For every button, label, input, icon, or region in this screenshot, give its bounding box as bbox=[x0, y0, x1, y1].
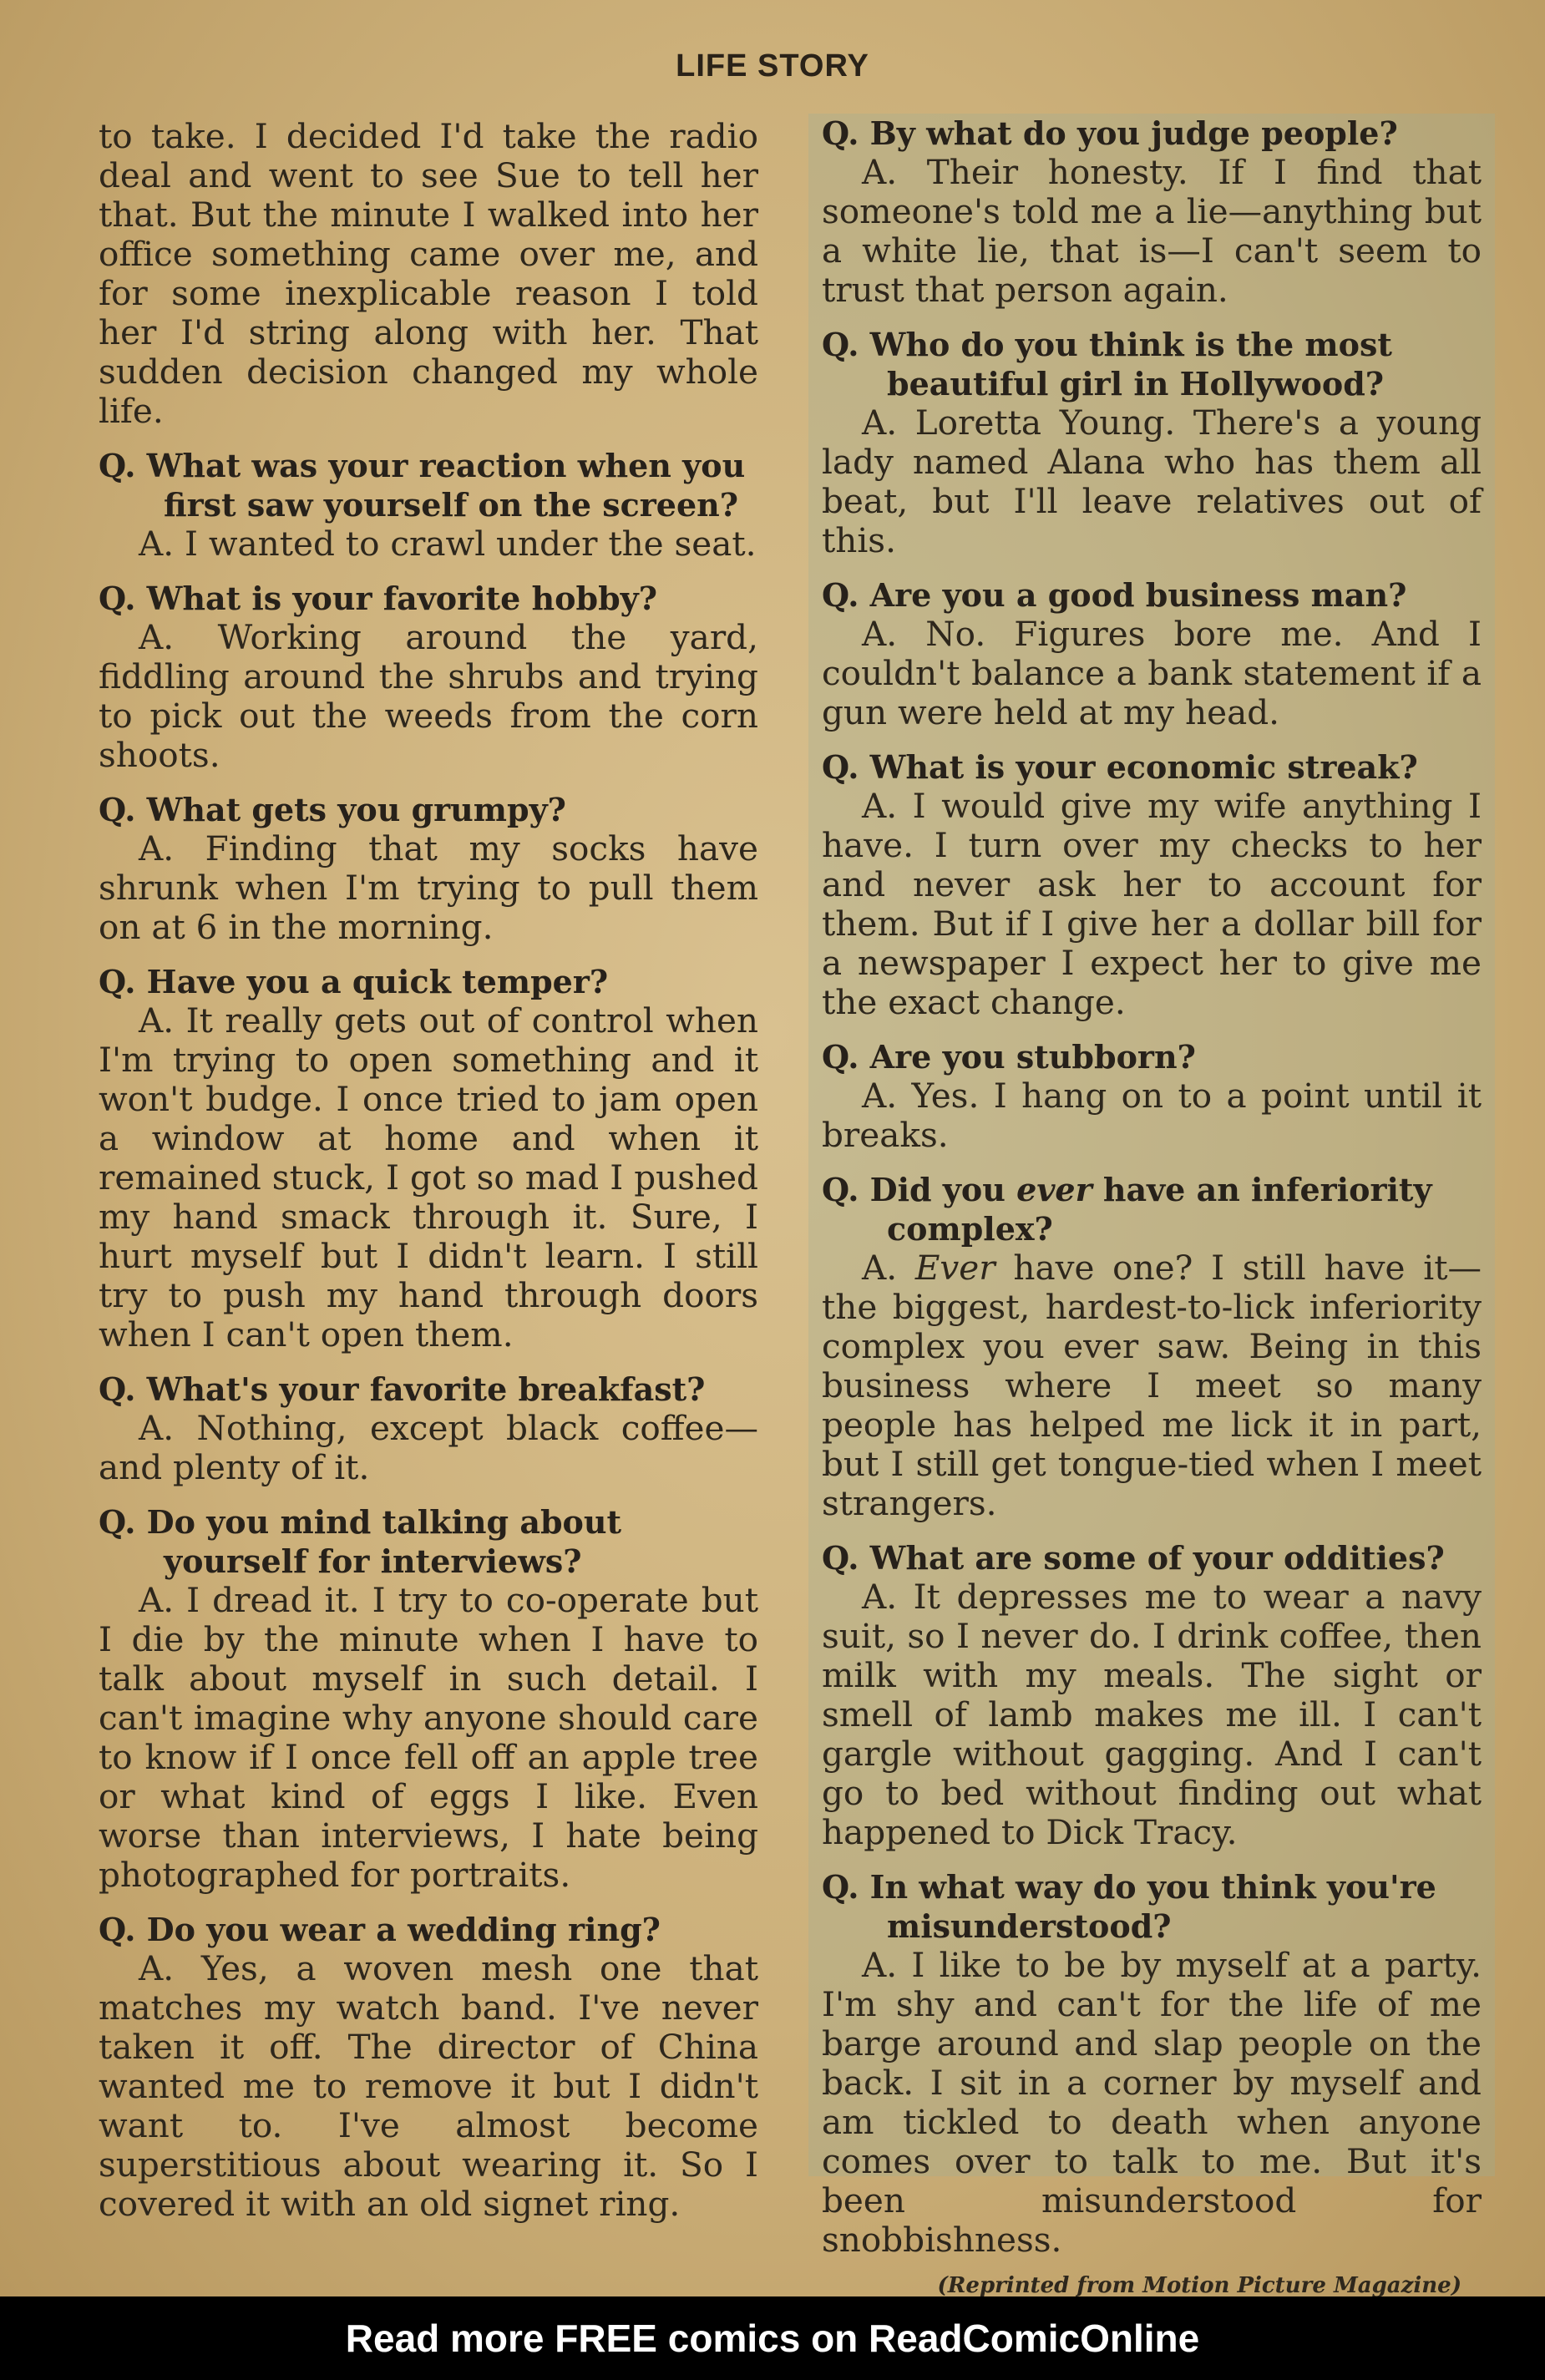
question: Q. Are you stubborn? bbox=[822, 1038, 1196, 1076]
question: Q. Have you a quick temper? bbox=[99, 963, 609, 1000]
question: Q. What are some of your oddities? bbox=[822, 1539, 1445, 1577]
answer: A. Yes. I hang on to a point until it breaks. bbox=[822, 1076, 1482, 1155]
question: Q. Are you a good business man? bbox=[822, 576, 1407, 614]
answer: A. I would give my wife anything I have. I turn over my checks to her and never ask her to account for them. But if I give her a dollar bill for a newspaper I expect her to give me the exact change. bbox=[822, 786, 1482, 1022]
read-more-link[interactable]: Read more FREE comics on ReadComicOnline bbox=[345, 2317, 1200, 2360]
question: Q. In what way do you think you're misunderstood? bbox=[822, 1868, 1436, 1945]
question-text: have an inferiority complex? bbox=[887, 1171, 1432, 1248]
question-emphasis: ever bbox=[1016, 1171, 1092, 1208]
page-header: LIFE STORY bbox=[676, 48, 869, 84]
answer: A. Finding that my socks have shrunk when I'm trying to pull them on at 6 in the morning. bbox=[99, 828, 758, 947]
answer-text: A. bbox=[862, 1248, 915, 1288]
question: Q. What gets you grumpy? bbox=[99, 791, 566, 828]
question: Q. What's your favorite breakfast? bbox=[99, 1370, 706, 1408]
answer: A. I like to be by myself at a party. I'm shy and can't for the life of me barge around and slap people on the back. I sit in a corner by myself and am tickled to death when anyone comes over to talk to me. But it's been misunderstood for snobbishness. bbox=[822, 1945, 1482, 2260]
answer: A. Nothing, except black coffee—and plenty of it. bbox=[99, 1408, 758, 1487]
answer: A. Yes, a woven mesh one that matches my watch band. I've never taken it off. The director of China wanted me to remove it but I didn't want to. I've almost become superstitious about wearing it. So I covered it with an old signet ring. bbox=[99, 1948, 758, 2224]
answer-emphasis: Ever bbox=[914, 1248, 995, 1288]
footer-banner bbox=[0, 2296, 1545, 2380]
answer: A. It depresses me to wear a navy suit, so I never do. I drink coffee, then milk with my meals. The sight or smell of lamb makes me ill. I can't gargle without gagging. And I can't go to bed without finding out what happened to Dick Tracy. bbox=[822, 1577, 1482, 1852]
answer: A. Loretta Young. There's a young lady named Alana who has them all beat, but I'll leave relatives out of this. bbox=[822, 403, 1482, 560]
answer: A. Their honesty. If I find that someone's told me a lie—anything but a white lie, that is—I can't seem to trust that person again. bbox=[822, 152, 1482, 310]
answer: A. I dread it. I try to co-operate but I die by the minute when I have to talk about myself in such detail. I can't imagine why anyone should care to know if I once fell off an apple tree or what kind of eggs I like. Even worse than interviews, I hate being photographed for portraits. bbox=[99, 1580, 758, 1895]
question-text: Q. Did you bbox=[822, 1171, 1017, 1208]
intro-paragraph: to take. I decided I'd take the radio deal and went to see Sue to tell her that. But the minute I walked into her office something came over me, and for some inexplicable reason I told her I'd string along with her. That sudden decision changed my whole life. bbox=[99, 116, 758, 431]
question: Q. What was your reaction when you first saw yourself on the screen? bbox=[99, 447, 746, 524]
answer: A. I wanted to crawl under the seat. bbox=[139, 524, 757, 564]
question: Q. What is your favorite hobby? bbox=[99, 580, 658, 617]
question: Q. Who do you think is the most beautiful girl in Hollywood? bbox=[822, 326, 1392, 403]
left-column bbox=[99, 117, 758, 2224]
question bbox=[822, 1170, 1482, 1248]
answer: A. No. Figures bore me. And I couldn't balance a bank statement if a gun were held at my head. bbox=[822, 614, 1482, 732]
answer bbox=[822, 1248, 1482, 1523]
question: Q. By what do you judge people? bbox=[822, 114, 1398, 152]
answer: A. Working around the yard, fiddling around the shrubs and trying to pick out the weeds from the corn shoots. bbox=[99, 617, 758, 775]
right-column bbox=[808, 114, 1495, 2296]
question: Q. Do you wear a wedding ring? bbox=[99, 1911, 661, 1948]
question: Q. What is your economic streak? bbox=[822, 748, 1418, 786]
reprint-credit: (Reprinted from Motion Picture Magazine) bbox=[937, 2273, 1461, 2296]
answer-text: have one? I still have it—the biggest, hardest-to-lick inferiority complex you ever saw. Being in this business where I meet so many people has helped me lick it in part, but I still get tongue-tied when I meet strangers. bbox=[822, 1248, 1482, 1523]
question: Q. Do you mind talking about yourself for interviews? bbox=[99, 1503, 622, 1580]
answer: A. It really gets out of control when I'm trying to open something and it won't budge. I once tried to jam open a window at home and when it remained stuck, I got so mad I pushed my hand smack through it. Sure, I hurt myself but I didn't learn. I still try to push my hand through doors when I can't open them. bbox=[99, 1000, 758, 1355]
